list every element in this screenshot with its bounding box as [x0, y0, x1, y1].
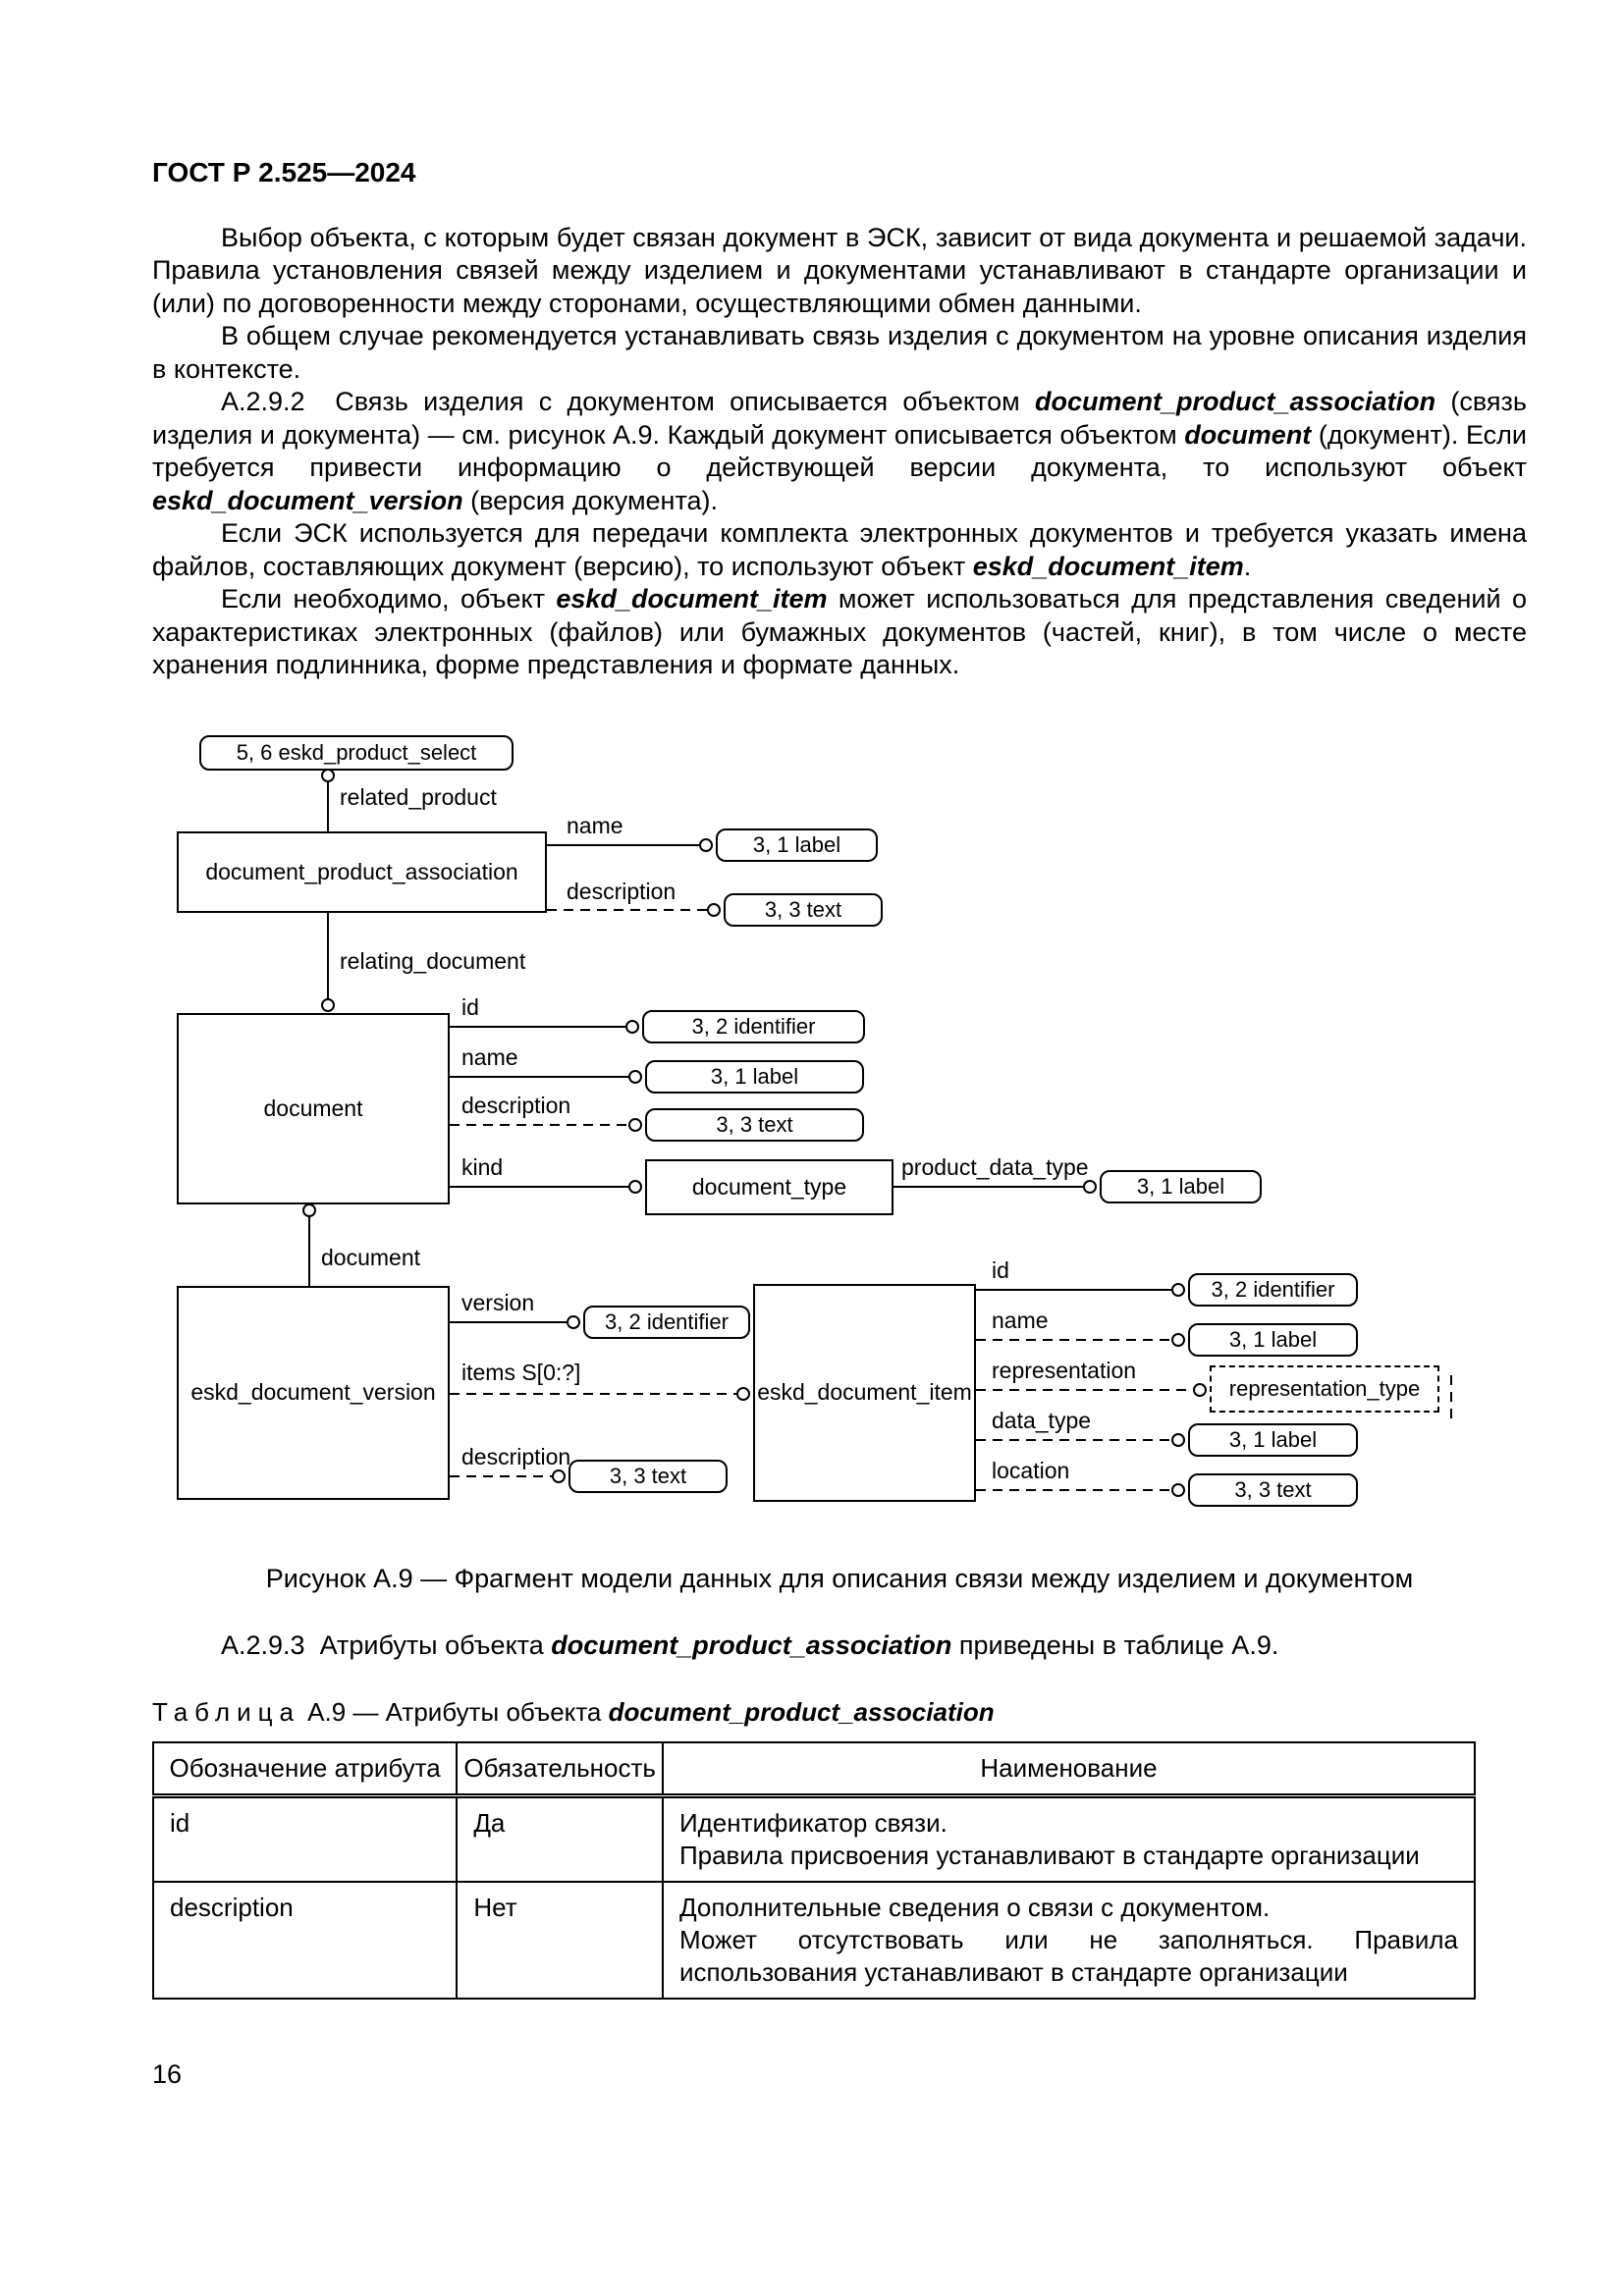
box-label-type: 3, 1 label	[1100, 1170, 1262, 1203]
text-segment: А.2.9.2 Связь изделия с документом описывается объектом	[221, 387, 1035, 417]
column-header-attribute: Обозначение атрибута	[153, 1742, 457, 1796]
connector-dpa-description	[547, 904, 720, 916]
connector-document-kind	[450, 1181, 641, 1193]
label-description: description	[567, 878, 677, 904]
column-header-required: Обязательность	[457, 1742, 663, 1796]
term-eskd-document-item: eskd_document_item	[972, 551, 1244, 581]
paragraph-context: В общем случае рекомендуется устанавливать связь изделия с документом на уровне описания изделия в контексте.	[152, 321, 1527, 384]
box-label-type: 3, 1 label	[1188, 1323, 1358, 1357]
term-eskd-document-item: eskd_document_item	[556, 584, 828, 614]
box-identifier-type: 3, 2 identifier	[1188, 1273, 1358, 1307]
label-name: name	[461, 1043, 518, 1070]
label-id: id	[461, 993, 479, 1020]
connector-related-product	[322, 770, 334, 831]
figure-caption: Рисунок А.9 — Фрагмент модели данных для описания связи между изделием и документом	[265, 1563, 1414, 1593]
text-segment: может использоваться для представления сведений о характеристиках электронных (файлов) или бумажных документов (частей, книг), в том числе о месте хранения подлинника, форме представления и формате данных.	[152, 584, 1527, 680]
column-header-name: Наименование	[663, 1742, 1475, 1796]
cell-line: Правила присвоения устанавливают в стандарте организации	[678, 1841, 1420, 1871]
connector-dpa-name	[547, 839, 712, 851]
label-location: location	[992, 1457, 1070, 1483]
cell-required: Нет	[457, 1882, 663, 1999]
box-eskd-document-version: eskd_document_version	[177, 1286, 450, 1500]
cell-required: Да	[457, 1796, 663, 1883]
connector-item-data-type	[976, 1434, 1184, 1446]
paragraph-intro: Выбор объекта, с которым будет связан документ в ЭСК, зависит от вида документа и решаемой задачи. Правила установления связей между изделием и документами устанавливают в стандарте организации и (или) по договоренности между сторонами, осуществляющими обмен данными.	[152, 223, 1527, 318]
table-a9	[152, 1741, 1476, 2000]
term-document: document	[1184, 419, 1312, 450]
connector-item-location	[976, 1484, 1184, 1496]
term-eskd-document-version: eskd_document_version	[152, 485, 463, 515]
label-items: items S[0:?]	[461, 1359, 581, 1385]
table-header-row	[153, 1742, 1475, 1796]
label-description: description	[461, 1443, 571, 1469]
table-caption-text: А.9 — Атрибуты объекта	[299, 1697, 609, 1728]
term-document-product-association: document_product_association	[608, 1697, 995, 1728]
connector-version-document	[303, 1204, 315, 1286]
label-document: document	[321, 1244, 421, 1270]
cell-description	[663, 1882, 1475, 1999]
page-number: 16	[152, 2059, 183, 2089]
connector-product-data-type	[893, 1181, 1096, 1193]
connector-item-name	[976, 1334, 1184, 1346]
document-header: ГОСТ Р 2.525—2024	[152, 157, 416, 187]
text-segment: приведены в таблице А.9.	[951, 1629, 1279, 1660]
connector-document-name	[450, 1071, 641, 1083]
box-label-type: 3, 1 label	[1188, 1423, 1358, 1457]
box-document-type: document_type	[645, 1159, 893, 1215]
box-text-type: 3, 3 text	[645, 1108, 864, 1142]
box-eskd-document-item: eskd_document_item	[753, 1284, 976, 1502]
label-name: name	[992, 1307, 1049, 1333]
text-segment: А.2.9.3 Атрибуты объекта	[221, 1629, 552, 1660]
label-name: name	[567, 812, 623, 838]
box-label-type: 3, 1 label	[645, 1060, 864, 1094]
label-representation: representation	[992, 1357, 1137, 1383]
paragraph-item-usage	[152, 583, 1527, 681]
paragraph-files	[152, 517, 1527, 583]
text-segment: .	[1243, 551, 1252, 581]
cell-line: Идентификатор связи.	[678, 1808, 947, 1839]
box-text-type: 3, 3 text	[1188, 1473, 1358, 1507]
box-label-type: 3, 1 label	[716, 828, 878, 862]
box-identifier-type: 3, 2 identifier	[583, 1306, 750, 1339]
cell-line: Может отсутствовать или не заполняться. Правила использования устанавливают в стандарте организации	[678, 1925, 1458, 1988]
table-caption-word: Таблица	[152, 1697, 300, 1728]
paragraph-a2-9-2	[152, 386, 1527, 517]
label-related-product: related_product	[340, 783, 497, 810]
label-version: version	[461, 1289, 535, 1315]
cell-line: Дополнительные сведения о связи с документом.	[678, 1893, 1271, 1923]
table-row	[153, 1882, 1475, 1999]
cell-attribute: id	[153, 1796, 457, 1883]
text-segment: (версия документа).	[462, 485, 719, 515]
label-data-type: data_type	[992, 1407, 1092, 1433]
text-segment: (связь изделия и документа) — см. рисунок А.9. Каждый документ описывается объектом	[152, 387, 1527, 450]
figure-a9-diagram	[0, 720, 1624, 1534]
table-row	[153, 1796, 1475, 1883]
box-text-type: 3, 3 text	[568, 1460, 728, 1493]
label-description: description	[461, 1092, 571, 1118]
box-eskd-product-select: 5, 6 eskd_product_select	[199, 735, 514, 771]
connector-document-id	[450, 1021, 638, 1033]
cell-attribute: description	[153, 1882, 457, 1999]
connector-item-id	[976, 1284, 1184, 1296]
connector-version-description	[450, 1470, 565, 1482]
term-document-product-association: document_product_association	[551, 1629, 952, 1660]
connector-version-id	[450, 1316, 579, 1328]
connector-relating-document	[322, 913, 334, 1011]
cell-description	[663, 1796, 1475, 1883]
label-id: id	[992, 1256, 1009, 1283]
connector-item-representation	[976, 1384, 1206, 1396]
label-product-data-type: product_data_type	[901, 1153, 1089, 1180]
label-kind: kind	[461, 1153, 504, 1180]
label-relating-document: relating_document	[340, 947, 526, 974]
paragraph-a2-9-3	[152, 1629, 1527, 1662]
box-representation-type: representation_type	[1210, 1365, 1439, 1413]
table-caption	[152, 1697, 1527, 1728]
text-segment: Если ЭСК используется для передачи комплекта электронных документов и требуется указать имена файлов, составляющих документ (версию), то используют объект	[152, 518, 1527, 581]
box-text-type: 3, 3 text	[724, 893, 883, 927]
connector-version-items	[450, 1388, 749, 1400]
text-segment: Если необходимо, объект	[221, 584, 557, 614]
term-document-product-association: document_product_association	[1034, 387, 1436, 417]
box-document-product-association: document_product_association	[177, 831, 547, 913]
box-document: document	[177, 1013, 450, 1204]
connector-document-description	[450, 1119, 641, 1131]
box-identifier-type: 3, 2 identifier	[642, 1010, 865, 1043]
text-segment: (документ). Если требуется привести информацию о действующей версии документа, то используют объект	[152, 419, 1528, 483]
